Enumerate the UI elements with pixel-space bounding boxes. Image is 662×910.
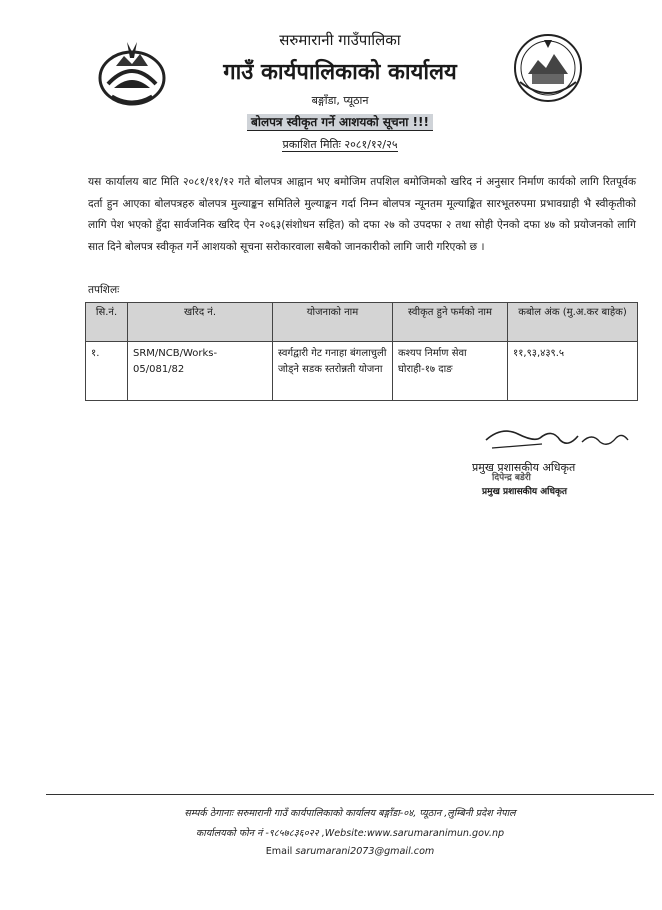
office-address: बङ्गाँडा, प्यूठान xyxy=(311,94,369,107)
handwritten-signature xyxy=(482,418,632,458)
col-procurement-no: खरिद नं. xyxy=(128,303,273,342)
notice-paragraph: यस कार्यालय बाट मिति २०८१/११/१२ गते बोलपत्र आह्वान भए बमोजिम तपशिल बमोजिमको खरिद नं अनुसार निर्माण कार्यको लागि रितपूर्वक दर्ता हुन आएका बोलपत्रहरु बोलपत्र मुल्याङ्कन समितिले मुल्याङ्कन गर्दा निम्न बोलपत्र न्यूनतम मूल्याङ्कित सारभूतरुपमा प्रभावग्राही भै स्वीकृतीको लागि पेश भएको हुँदा सार्वजनिक खरिद ऐन २०६३(संशोधन सहित) को दफा २७ को उपदफा २ तथा सोही ऐनको दफा ४७ को प्रयोजनको लागि सात दिने बोलपत्र स्वीकृत गर्ने आशयको सूचना सरोकारवाला सबैको जानकारीको लागि जारी गरिएको छ । xyxy=(88,176,636,253)
table-header-row xyxy=(86,303,638,342)
col-project-name: योजनाको नाम xyxy=(273,303,393,342)
table-row xyxy=(86,342,638,401)
cell-procurement-no: SRM/NCB/Works-05/081/82 xyxy=(128,342,273,401)
email-label: Email xyxy=(265,846,293,857)
footer-address: सम्पर्क ठेगानाः सरुमारानी गाउँ कार्यपालिकाको कार्यालय बङ्गाँडा-०४, प्यूठान ,लुम्बिनी प्रदेश नेपाल xyxy=(184,808,516,819)
email-address[interactable]: sarumarani2073@gmail.com xyxy=(295,846,435,857)
notice-title-text: बोलपत्र स्वीकृत गर्ने आशयको सूचना !!! xyxy=(247,114,433,131)
cell-serial: १. xyxy=(86,342,128,401)
notice-title xyxy=(170,113,510,130)
stamp-name: दिपेन्द्र बडेरी xyxy=(492,473,531,483)
footer-email xyxy=(46,846,654,857)
municipality-logo-icon xyxy=(512,30,584,106)
office-name: गाउँ कार्यपालिकाको कार्यालय xyxy=(223,60,457,85)
details-label: तपशिलः xyxy=(88,284,120,296)
col-serial: सि.नं. xyxy=(86,303,128,342)
col-bid-amount: कबोल अंक (मु.अ.कर बाहेक) xyxy=(508,303,638,342)
footer-divider xyxy=(46,794,654,795)
bid-table xyxy=(85,302,638,401)
published-date xyxy=(170,137,510,152)
nepal-emblem-icon xyxy=(94,38,170,108)
col-firm-name: स्वीकृत हुने फर्मको नाम xyxy=(393,303,508,342)
cell-bid-amount: ११,९३,४३९.५ xyxy=(508,342,638,401)
signatory-title: प्रमुख प्रशासकीय अधिकृत xyxy=(472,461,576,474)
stamp-title: प्रमुख प्रशासकीय अधिकृत xyxy=(482,487,568,497)
notice-body xyxy=(88,172,636,258)
municipality-name: सरुमारानी गाउँपालिका xyxy=(279,31,401,49)
published-date-text: प्रकाशित मितिः २०८१/१२/२५ xyxy=(282,138,398,151)
footer-phone-website: कार्यालयको फोन नं -९८५७८३६०२२ ,Website:www.sarumaranimun.gov.np xyxy=(195,828,505,839)
cell-firm-name: कश्यप निर्माण सेवा घोराही-१७ दाङ xyxy=(393,342,508,401)
cell-project-name: स्वर्गद्वारी गेट गनाहा बंगलाचुली जोड्ने सडक स्तरोन्नती योजना xyxy=(273,342,393,401)
